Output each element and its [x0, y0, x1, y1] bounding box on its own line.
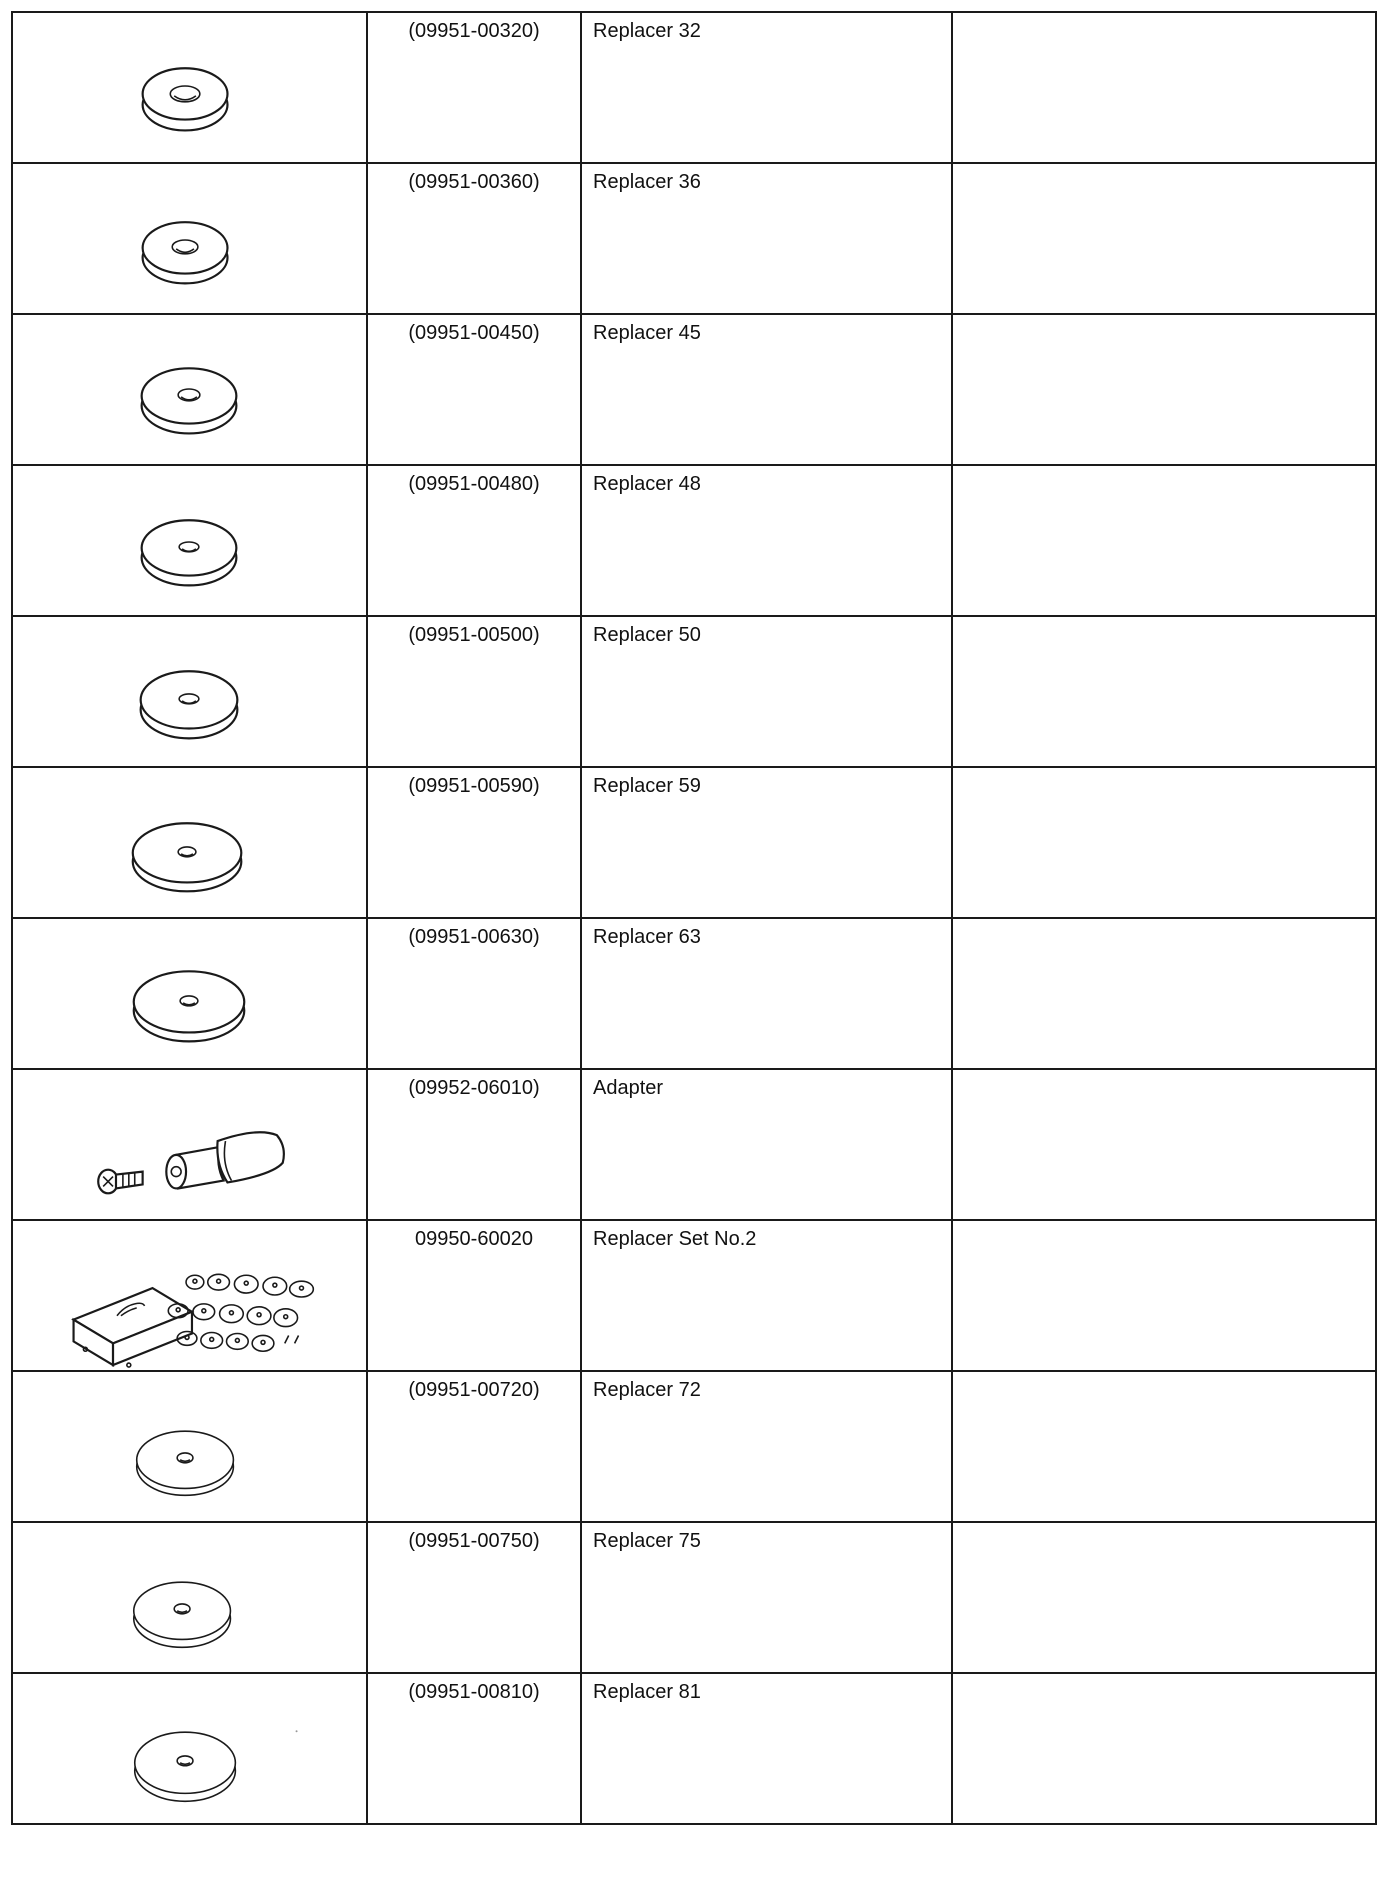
- tool-illustration-cell: [12, 616, 367, 767]
- tool-illustration-cell: [12, 1522, 367, 1673]
- part-number: (09952-06010): [408, 1077, 540, 1099]
- table-row: [12, 918, 1376, 1069]
- tool-illustration-cell: [12, 767, 367, 918]
- part-number: (09951-00500): [408, 624, 540, 646]
- part-name-cell: [581, 163, 952, 314]
- tool-illustration-cell: [12, 918, 367, 1069]
- part-name-cell: [581, 767, 952, 918]
- part-number: (09951-00750): [408, 1530, 540, 1552]
- notes-cell: [952, 465, 1376, 616]
- tool-illustration-cell: [12, 314, 367, 465]
- replacer-disc-icon: [13, 1674, 366, 1823]
- notes-cell: [952, 918, 1376, 1069]
- special-tools-table: [11, 11, 1377, 1825]
- part-name: Replacer 36: [593, 171, 701, 193]
- notes-cell: [952, 163, 1376, 314]
- table-row: [12, 1220, 1376, 1371]
- part-name: Replacer 72: [593, 1379, 701, 1401]
- part-name-cell: [581, 616, 952, 767]
- notes-cell: [952, 1220, 1376, 1371]
- notes-cell: [952, 314, 1376, 465]
- tool-illustration-cell: [12, 1673, 367, 1824]
- part-number-cell: [367, 314, 581, 465]
- tool-illustration-cell: [12, 163, 367, 314]
- part-name-cell: [581, 1069, 952, 1220]
- part-number-cell: [367, 1371, 581, 1522]
- part-number: 09950-60020: [415, 1228, 533, 1250]
- part-number: (09951-00320): [408, 20, 540, 42]
- part-number: (09951-00720): [408, 1379, 540, 1401]
- notes-cell: [952, 767, 1376, 918]
- tool-illustration-cell: [12, 12, 367, 163]
- part-number-cell: [367, 1522, 581, 1673]
- part-number: (09951-00810): [408, 1681, 540, 1703]
- part-name: Replacer 75: [593, 1530, 701, 1552]
- part-name: Replacer Set No.2: [593, 1228, 757, 1250]
- table-row: [12, 1371, 1376, 1522]
- notes-cell: [952, 1069, 1376, 1220]
- part-name-cell: [581, 1673, 952, 1824]
- replacer-disc-icon: [13, 1372, 366, 1521]
- part-name-cell: [581, 1220, 952, 1371]
- tool-illustration-cell: [12, 1371, 367, 1522]
- part-number-cell: [367, 1673, 581, 1824]
- part-number-cell: [367, 163, 581, 314]
- part-number: (09951-00630): [408, 926, 540, 948]
- notes-cell: [952, 1522, 1376, 1673]
- replacer-disc-icon: [13, 315, 366, 464]
- part-number-cell: [367, 465, 581, 616]
- part-name-cell: [581, 314, 952, 465]
- part-number-cell: [367, 1220, 581, 1371]
- part-name: Replacer 32: [593, 20, 701, 42]
- replacer-disc-icon: [13, 466, 366, 615]
- replacer-disc-icon: [13, 1523, 366, 1672]
- part-name-cell: [581, 465, 952, 616]
- table-row: [12, 163, 1376, 314]
- table-row: [12, 12, 1376, 163]
- adapter-icon: [13, 1070, 366, 1219]
- part-number-cell: [367, 918, 581, 1069]
- part-number: (09951-00450): [408, 322, 540, 344]
- part-name: Replacer 81: [593, 1681, 701, 1703]
- table-row: [12, 1069, 1376, 1220]
- replacer-disc-icon: [13, 617, 366, 766]
- replacer-disc-icon: [13, 13, 366, 162]
- part-number: (09951-00480): [408, 473, 540, 495]
- part-name-cell: [581, 1522, 952, 1673]
- part-name-cell: [581, 1371, 952, 1522]
- part-number-cell: [367, 12, 581, 163]
- part-name-cell: [581, 12, 952, 163]
- tool-illustration-cell: [12, 1220, 367, 1371]
- tool-illustration-cell: [12, 1069, 367, 1220]
- part-name-cell: [581, 918, 952, 1069]
- notes-cell: [952, 1371, 1376, 1522]
- tool-illustration-cell: [12, 465, 367, 616]
- part-name: Replacer 50: [593, 624, 701, 646]
- table-row: [12, 1522, 1376, 1673]
- part-name: Replacer 45: [593, 322, 701, 344]
- replacer-set-case-icon: [13, 1221, 366, 1370]
- part-name: Replacer 59: [593, 775, 701, 797]
- part-number-cell: [367, 767, 581, 918]
- replacer-disc-icon: [13, 164, 366, 313]
- table-row: [12, 1673, 1376, 1824]
- part-number: (09951-00590): [408, 775, 540, 797]
- replacer-disc-icon: [13, 768, 366, 917]
- notes-cell: [952, 616, 1376, 767]
- part-name: Adapter: [593, 1077, 664, 1099]
- table-row: [12, 314, 1376, 465]
- table-row: [12, 767, 1376, 918]
- table-row: [12, 616, 1376, 767]
- replacer-disc-icon: [13, 919, 366, 1068]
- notes-cell: [952, 12, 1376, 163]
- part-name: Replacer 63: [593, 926, 701, 948]
- part-number-cell: [367, 616, 581, 767]
- part-name: Replacer 48: [593, 473, 701, 495]
- part-number-cell: [367, 1069, 581, 1220]
- table-row: [12, 465, 1376, 616]
- part-number: (09951-00360): [408, 171, 540, 193]
- notes-cell: [952, 1673, 1376, 1824]
